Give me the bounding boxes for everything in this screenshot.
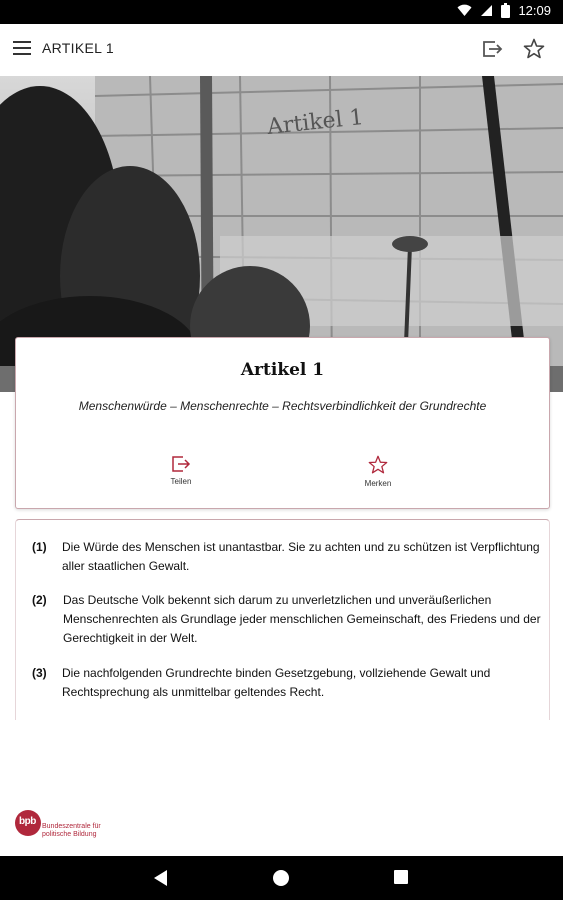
bookmark-label: Merken (364, 479, 392, 488)
article-title: Artikel 1 (240, 360, 325, 380)
article-content (15, 519, 550, 720)
bpb-logo (14, 809, 124, 841)
paragraph-text: Das Deutsche Volk bekennt sich darum zu unverletzlichen und unveräußerlichen Menschenrechten als Grundlage jeder menschlichen Gemeinschaft, des Friedens und der Gerechtigkeit in der Welt. (63, 593, 541, 645)
paragraph-number: (1) (32, 540, 47, 554)
star-icon (367, 454, 389, 476)
logo-line-2: politische Bildung (42, 831, 97, 838)
logo-mark-text: bpb (19, 816, 36, 827)
star-icon[interactable] (522, 37, 546, 61)
wifi-icon (457, 4, 472, 17)
share-action[interactable] (151, 454, 211, 486)
logo-line-1: Bundeszentrale für (42, 823, 101, 830)
bookmark-action[interactable] (348, 454, 408, 488)
article-card (15, 337, 550, 509)
article-subtitle: Menschenwürde – Menschenrechte – Rechtsverbindlichkeit der Grundrechte (78, 399, 487, 413)
paragraph-text: Die Würde des Menschen ist unantastbar. Sie zu achten und zu schützen ist Verpflichtung aller staatlichen Gewalt. (62, 540, 540, 573)
share-icon (170, 454, 192, 474)
share-label: Teilen (170, 477, 192, 486)
logo-text (42, 823, 101, 839)
page-title: ARTIKEL 1 (42, 40, 114, 56)
system-navigation-bar (0, 856, 563, 900)
cellular-signal-icon (480, 4, 493, 17)
home-icon[interactable] (273, 870, 289, 886)
status-bar (0, 0, 563, 24)
hero-inscription: Artikel 1 (266, 104, 365, 140)
menu-icon[interactable] (13, 41, 31, 55)
status-icons (457, 3, 551, 18)
paragraph-number: (3) (32, 666, 47, 680)
app-bar (0, 24, 563, 76)
status-time: 12:09 (518, 3, 551, 18)
battery-icon (501, 3, 510, 18)
back-icon[interactable] (154, 870, 168, 886)
paragraph-number: (2) (32, 593, 47, 607)
recent-apps-icon[interactable] (394, 870, 408, 884)
logo-mark (15, 810, 41, 836)
share-icon[interactable] (481, 38, 503, 60)
paragraph-text: Die nachfolgenden Grundrechte binden Gesetzgebung, vollziehende Gewalt und Rechtsprechung als unmittelbar geltendes Recht. (62, 666, 491, 699)
